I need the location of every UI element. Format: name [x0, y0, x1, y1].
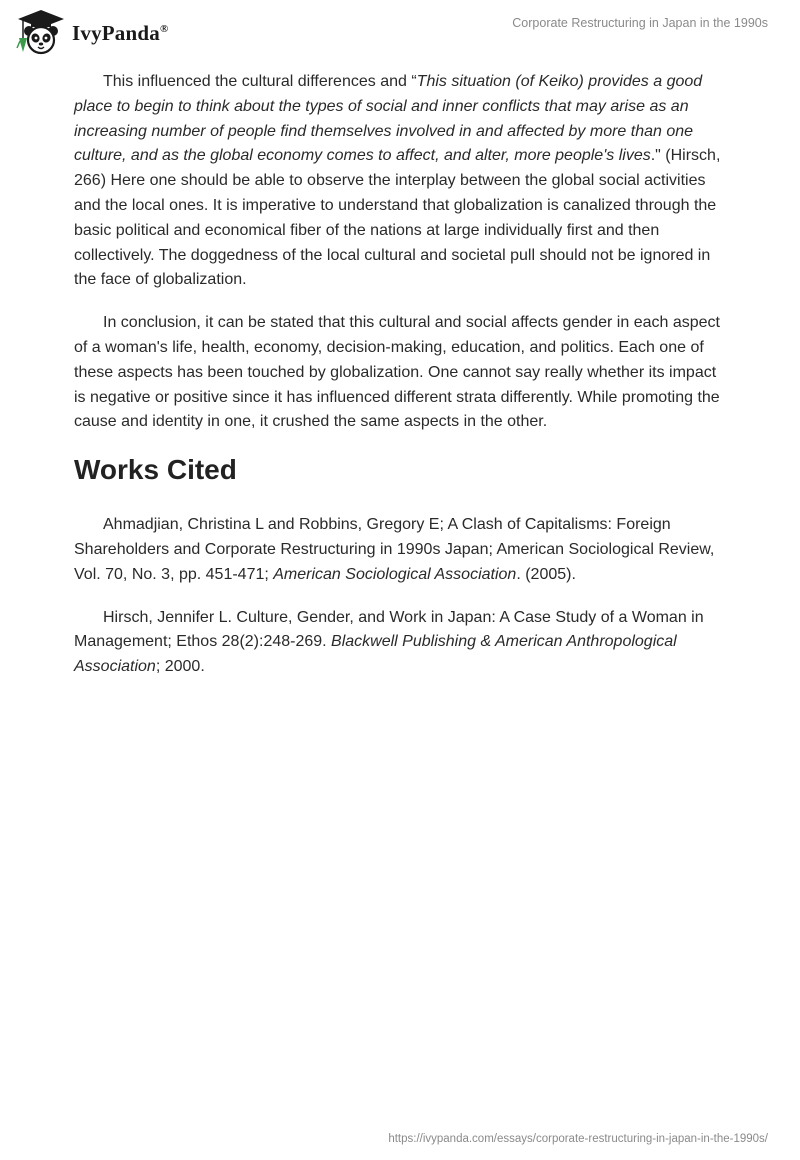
logo-wordmark: IvyPanda® — [72, 20, 169, 45]
body-paragraph: This influenced the cultural differences and “This situation (of Keiko) provides a good place to begin to think about the types of social and inner conflicts that may arise as an increasing number of people find themselves involved in and affected by more than one culture, and as the global economy comes to affect, and alter, more people's lives." (Hirsch, 266) Here one should be able to observe the interplay between the global social activities and the local ones. It is imperative to understand that globalization is canalized through the basic political and economical fiber of the nations at large individually first and then collectively. The doggedness of the local cultural and societal pull should not be ignored in the face of globalization. — [74, 73, 721, 289]
citation-entry: Ahmadjian, Christina L and Robbins, Gregory E; A Clash of Capitalisms: Foreign Shareholders and Corporate Restructuring in 1990s Japan; American Sociological Review, Vol. 70, No. 3, pp. 451-471; American Sociological Association. (2005). — [74, 516, 715, 583]
page-header — [0, 0, 800, 60]
panda-graduate-icon — [14, 8, 68, 56]
ivypanda-logo[interactable] — [14, 8, 168, 56]
works-cited-heading: Works Cited — [74, 454, 237, 486]
body-paragraph: In conclusion, it can be stated that this cultural and social affects gender in each aspect of a woman's life, health, economy, decision-making, education, and politics. Each one of these aspects has been touched by globalization. One cannot say really whether its impact is negative or positive since it has influenced different strata differently. While promoting the cause and identity in one, it crushed the same aspects in the other. — [74, 314, 720, 431]
source-url-link[interactable]: https://ivypanda.com/essays/corporate-restructuring-in-japan-in-the-1990s/ — [388, 1133, 768, 1145]
running-title: Corporate Restructuring in Japan in the 1990s — [512, 16, 768, 30]
citation-entry: Hirsch, Jennifer L. Culture, Gender, and Work in Japan: A Case Study of a Woman in Management; Ethos 28(2):248-269. Blackwell Publishing & American Anthropological Association; 2000. — [74, 608, 704, 676]
essay-body — [74, 70, 726, 698]
